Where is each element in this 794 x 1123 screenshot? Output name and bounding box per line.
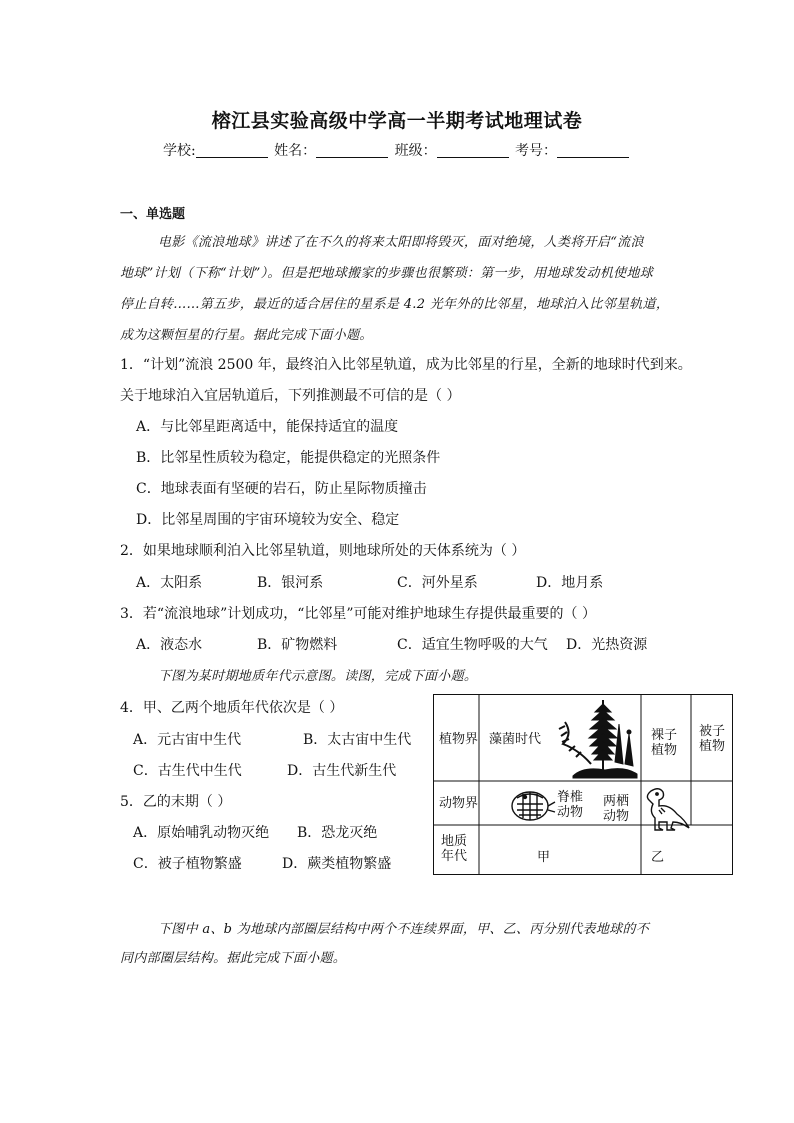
question-5-option-c[interactable]: C．被子植物繁盛 [133, 856, 242, 872]
question-1-option-a[interactable]: A．与比邻星距离适中，能保持适宜的温度 [136, 419, 399, 435]
question-3-option-b[interactable]: B．矿物燃料 [257, 637, 338, 653]
question-2-option-b[interactable]: B．银河系 [257, 575, 324, 591]
fern-icon [559, 700, 637, 778]
row-label-era: 地质年代 [441, 834, 468, 864]
question-4-option-c[interactable]: C．古生代中生代 [133, 763, 242, 779]
trilobite-icon [512, 792, 555, 820]
passage-line: 电影《流浪地球》讲述了在不久的将来太阳即将毁灭，面对绝境，人类将开启“流浪 [158, 235, 644, 250]
era-jia-label: 甲 [537, 850, 551, 865]
exam-number-label: 考号： [515, 143, 558, 159]
figure-grid [433, 694, 733, 875]
angiosperm-label: 被子植物 [699, 724, 726, 754]
row-label-plant: 植物界 [439, 732, 479, 747]
question-3-option-a[interactable]: A．液态水 [136, 637, 203, 653]
class-label: 班级： [394, 143, 437, 159]
amphibian-label: 两栖动物 [603, 794, 630, 824]
question-4-option-a[interactable]: A．元古宙中生代 [133, 732, 242, 748]
question-1-option-d[interactable]: D．比邻星周围的宇宙环境较为安全、稳定 [136, 512, 400, 528]
class-blank[interactable] [437, 143, 509, 158]
algae-era-label: 藻菌时代 [489, 732, 542, 747]
question-2-option-a[interactable]: A．太阳系 [136, 575, 203, 591]
school-blank[interactable] [196, 143, 268, 158]
question-5-stem: 5．乙的末期（ ） [120, 794, 232, 810]
passage-3-line: 同内部圈层结构。据此完成下面小题。 [120, 951, 347, 966]
passage-line: 地球”计划（下称“计划”）。但是把地球搬家的步骤也很繁琐：第一步，用地球发动机使地球 [120, 266, 654, 281]
question-3-option-d[interactable]: D．光热资源 [566, 637, 648, 653]
question-2-option-d[interactable]: D．地月系 [536, 575, 604, 591]
passage-line: 停止自转……第五步，最近的适合居住的星系是 4.2 光年外的比邻星，地球泊入比邻星轨道， [120, 297, 670, 312]
name-blank[interactable] [316, 143, 388, 158]
question-2-stem: 2．如果地球顺利泊入比邻星轨道，则地球所处的天体系统为（ ） [120, 543, 526, 559]
era-yi-label: 乙 [651, 850, 665, 865]
question-1-option-b[interactable]: B．比邻星性质较为稳定，能提供稳定的光照条件 [136, 450, 441, 466]
question-5-option-d[interactable]: D．蕨类植物繁盛 [282, 856, 392, 872]
question-3-stem: 3．若“流浪地球”计划成功，“比邻星”可能对维护地球生存提供最重要的（ ） [120, 606, 596, 622]
question-4-stem: 4．甲、乙两个地质年代依次是（ ） [120, 700, 344, 716]
section-heading: 一、单选题 [120, 207, 186, 222]
school-label: 学校: [162, 143, 196, 159]
row-label-animal: 动物界 [439, 796, 479, 811]
question-1-stem: 1．“计划”流浪 2500 年，最终泊入比邻星轨道，成为比邻星的行星，全新的地球时代到来。 [120, 357, 692, 373]
question-1-stem: 关于地球泊入宜居轨道后，下列推测最不可信的是（ ） [120, 388, 461, 404]
gymnosperm-label: 裸子植物 [651, 728, 678, 758]
passage-line: 成为这颗恒星的行星。据此完成下面小题。 [120, 328, 373, 343]
question-2-option-c[interactable]: C．河外星系 [397, 575, 478, 591]
dinosaur-icon [647, 789, 689, 830]
question-3-option-c[interactable]: C．适宜生物呼吸的大气 [397, 637, 548, 653]
geologic-era-figure [433, 694, 733, 875]
question-5-option-b[interactable]: B．恐龙灭绝 [297, 825, 378, 841]
question-5-option-a[interactable]: A．原始哺乳动物灭绝 [133, 825, 270, 841]
question-4-option-b[interactable]: B．太古宙中生代 [303, 732, 412, 748]
student-info-row [0, 140, 794, 160]
name-label: 姓名： [274, 143, 317, 159]
vertebrate-label: 脊椎动物 [557, 790, 584, 820]
passage-3-line: 下图中 a、b 为地球内部圈层结构中两个不连续界面，甲、乙、丙分别代表地球的不 [158, 922, 650, 937]
page-title: 榕江县实验高级中学高一半期考试地理试卷 [211, 110, 583, 132]
question-4-option-d[interactable]: D．古生代新生代 [287, 763, 397, 779]
question-1-option-c[interactable]: C．地球表面有坚硬的岩石，防止星际物质撞击 [136, 481, 427, 497]
exam-number-blank[interactable] [557, 143, 629, 158]
passage-2: 下图为某时期地质年代示意图。读图，完成下面小题。 [158, 669, 478, 684]
